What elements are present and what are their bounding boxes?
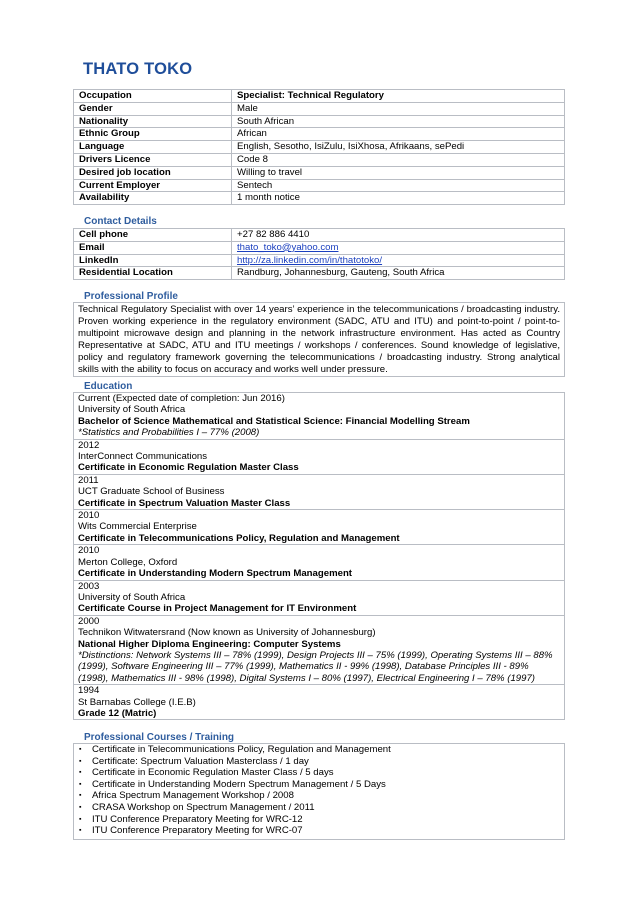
bullet-icon: ▪: [79, 803, 82, 811]
course-item: [78, 814, 564, 826]
personal-row: [74, 179, 565, 192]
course-label: CRASA Workshop on Spectrum Management / 2011: [92, 801, 315, 813]
education-qualification: Certificate in Economic Regulation Master Class: [78, 462, 299, 474]
personal-value: African: [232, 128, 565, 141]
email-link[interactable]: thato_toko@yahoo.com: [237, 241, 339, 253]
course-item: [78, 779, 564, 791]
course-item: [78, 802, 564, 814]
course-label: ITU Conference Preparatory Meeting for WRC-07: [92, 825, 303, 837]
personal-label: Desired job location: [74, 166, 232, 179]
email-cell: [232, 241, 565, 254]
education-entry: [74, 545, 564, 580]
education-list: [73, 392, 565, 720]
education-year: Current (Expected date of completion: Jun 2016): [78, 393, 285, 404]
education-qualification: Certificate in Spectrum Valuation Master Class: [78, 497, 291, 509]
bullet-icon: ▪: [79, 757, 82, 765]
contact-details-table: [73, 228, 565, 280]
personal-row: [74, 166, 565, 179]
personal-value: Male: [232, 102, 565, 115]
course-label: Africa Spectrum Management Workshop / 2008: [92, 790, 294, 802]
education-institution: InterConnect Communications: [78, 451, 208, 463]
bullet-icon: ▪: [79, 792, 82, 800]
education-qualification: Certificate in Understanding Modern Spectrum Management: [78, 568, 352, 580]
education-year: 2000: [78, 615, 100, 627]
personal-details-table: [73, 89, 565, 205]
bullet-icon: ▪: [79, 746, 82, 753]
personal-value: Code 8: [232, 153, 565, 166]
course-item: [78, 790, 564, 802]
candidate-name: THATO TOKO: [83, 60, 193, 78]
education-year: 2010: [78, 545, 100, 557]
profile-text: Technical Regulatory Specialist with over 14 years’ experience in the telecommunications / broadcasting industry. Proven working experience in the regulatory environment (SADC, ATU and ITU) and point-to-point / point-to-multipoint microwave design and planning in the network infrastructure environment. Has acted as Country Representative at SADC, ATU and ITU meetings / workshops / conferences. Sound knowledge of legislative, policy and regulatory framework governing the telecommunications / broadcasting industry. Strong analytical skills with the ability to focus on accuracy and works well under pressure.: [73, 302, 565, 377]
education-year: 2012: [78, 439, 100, 451]
personal-row: [74, 141, 565, 154]
education-qualification: Grade 12 (Matric): [78, 707, 157, 719]
personal-value: Willing to travel: [232, 166, 565, 179]
personal-label: Nationality: [74, 115, 232, 128]
linkedin-cell: [232, 254, 565, 267]
personal-value: South African: [232, 115, 565, 128]
profile-heading: Professional Profile: [84, 291, 178, 302]
personal-value: Sentech: [232, 179, 565, 192]
education-institution: Merton College, Oxford: [78, 556, 178, 568]
personal-row: [74, 102, 565, 115]
education-qualification: National Higher Diploma Engineering: Computer Systems: [78, 638, 341, 650]
education-qualification: Certificate in Telecommunications Policy, Regulation and Management: [78, 532, 400, 544]
personal-row: [74, 192, 565, 205]
contact-row-location: [74, 267, 565, 280]
education-entry: [74, 685, 564, 719]
contact-row-linkedin: [74, 254, 565, 267]
education-entry: [74, 475, 564, 510]
course-item: [78, 825, 564, 837]
courses-list: [73, 743, 565, 840]
courses-heading: Professional Courses / Training: [84, 732, 235, 743]
location-value: Randburg, Johannesburg, Gauteng, South Africa: [232, 267, 565, 280]
bullet-icon: ▪: [79, 815, 82, 823]
contact-label: Residential Location: [74, 267, 232, 280]
contact-label: Cell phone: [74, 229, 232, 242]
course-label: Certificate in Economic Regulation Master Class / 5 days: [92, 767, 334, 779]
personal-label: Language: [74, 141, 232, 154]
contact-label: Email: [74, 241, 232, 254]
personal-value: English, Sesotho, IsiZulu, IsiXhosa, Afrikaans, sePedi: [232, 141, 565, 154]
contact-row-cell: [74, 229, 565, 242]
education-entry: [74, 581, 564, 616]
cell-phone-value: +27 82 886 4410: [232, 229, 565, 242]
personal-value: Specialist: Technical Regulatory: [232, 90, 565, 103]
contact-label: LinkedIn: [74, 254, 232, 267]
personal-label: Ethnic Group: [74, 128, 232, 141]
bullet-icon: ▪: [79, 769, 82, 777]
course-item: [78, 767, 564, 779]
education-year: 2010: [78, 510, 100, 522]
course-label: Certificate in Telecommunications Policy, Regulation and Management: [92, 744, 391, 755]
contact-heading: Contact Details: [84, 216, 157, 227]
personal-label: Gender: [74, 102, 232, 115]
course-label: Certificate: Spectrum Valuation Masterclass / 1 day: [92, 755, 309, 767]
course-item: [78, 756, 564, 768]
education-qualification: Certificate Course in Project Management for IT Environment: [78, 603, 357, 615]
education-note: *Distinctions: Network Systems III – 78% (1999), Design Projects III – 75% (1999), Operating Systems III – 88% (1999), Software Engineering III – 77% (1999), Mathematics II - 99% (1998), Database Principles III - 89% (1998), Mathematics III - 98% (1998), Digital Systems I – 80% (1997), Electrical Engineering I – 78% (1997): [78, 649, 553, 684]
contact-row-email: [74, 241, 565, 254]
course-label: ITU Conference Preparatory Meeting for WRC-12: [92, 813, 303, 825]
personal-row: [74, 115, 565, 128]
personal-row: [74, 90, 565, 103]
personal-row: [74, 128, 565, 141]
course-label: Certificate in Understanding Modern Spectrum Management / 5 Days: [92, 778, 386, 790]
education-entry: [74, 393, 564, 440]
personal-value: 1 month notice: [232, 192, 565, 205]
education-entry: [74, 510, 564, 545]
personal-row: [74, 153, 565, 166]
education-entry: [74, 440, 564, 475]
personal-label: Occupation: [74, 90, 232, 103]
education-year: 2011: [78, 474, 99, 486]
education-year: 2003: [78, 580, 100, 592]
course-item: [78, 744, 564, 756]
education-note: *Statistics and Probabilities I – 77% (2008): [78, 427, 260, 439]
bullet-icon: ▪: [79, 827, 82, 835]
personal-label: Availability: [74, 192, 232, 205]
education-institution: Wits Commercial Enterprise: [78, 521, 197, 533]
bullet-icon: ▪: [79, 780, 82, 788]
education-qualification: Bachelor of Science Mathematical and Statistical Science: Financial Modelling Stream: [78, 415, 470, 427]
education-year: 1994: [78, 685, 100, 697]
personal-label: Drivers Licence: [74, 153, 232, 166]
education-institution: University of South Africa: [78, 404, 186, 416]
personal-label: Current Employer: [74, 179, 232, 192]
education-institution: University of South Africa: [78, 591, 186, 603]
education-institution: St Barnabas College (I.E.B): [78, 696, 196, 708]
education-heading: Education: [84, 381, 133, 392]
education-entry: [74, 616, 564, 685]
linkedin-link[interactable]: http://za.linkedin.com/in/thatotoko/: [237, 254, 383, 266]
education-institution: UCT Graduate School of Business: [78, 486, 225, 498]
education-institution: Technikon Witwatersrand (Now known as University of Johannesburg): [78, 627, 376, 639]
